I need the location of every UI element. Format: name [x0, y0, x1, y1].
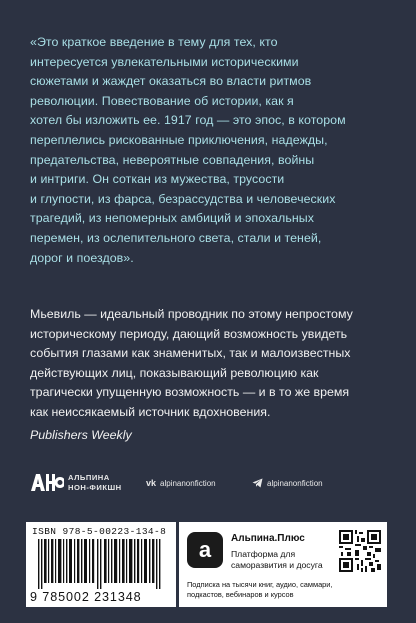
- review-line: события глазами как знаменитых, так и малоизвестных: [30, 346, 351, 361]
- review-block: [30, 305, 390, 423]
- review-line: Мьевиль — идеальный проводник по этому непростому: [30, 307, 353, 321]
- quote-line: и глупости, из фарса, безрассудства и человеческих: [30, 191, 336, 206]
- alpina-plus-icon: [187, 532, 223, 568]
- quote-line: сюжетами и жаждет оказаться во власти ритмов: [30, 74, 312, 89]
- quote-line: трагедий, из непомерных амбиций и эпохальных: [30, 211, 314, 226]
- review-line: как неиссякаемый источник вдохновения.: [30, 404, 271, 419]
- review-source: Publishers Weekly: [30, 428, 132, 442]
- barcode: [34, 539, 170, 589]
- promo-title: Альпина.Плюс: [231, 533, 305, 544]
- quote-line: дорог и поездов».: [30, 250, 134, 265]
- publisher-logo-text: АЛЬПИНА НОН-ФИКШН: [68, 473, 122, 492]
- review-line: историческому периоду, дающий возможность увидеть: [30, 326, 348, 341]
- quote-line: перемен, из ослепительного света, стали и теней,: [30, 230, 322, 245]
- svg-text:a: a: [198, 537, 212, 562]
- qr-code[interactable]: [337, 528, 383, 574]
- quote-line: предательства, невероятные совпадения, войны: [30, 152, 315, 167]
- publisher-logo-icon: [30, 472, 64, 492]
- isbn-text: ISBN 978-5-00223-134-8: [32, 526, 167, 537]
- telegram-handle: alpinanonfiction: [267, 478, 323, 488]
- telegram-link[interactable]: [252, 478, 323, 488]
- vk-handle: alpinanonfiction: [160, 478, 216, 488]
- quote-line: интересуется увлекательными историческими: [30, 54, 299, 69]
- publisher-bar: [30, 471, 390, 501]
- review-line: трагически упущенную возможность — и в то же время: [30, 385, 350, 400]
- quote-line: революции. Повествование об истории, как я: [30, 93, 294, 108]
- quote-block: [30, 33, 375, 268]
- promo-panel: [179, 522, 387, 607]
- quote-line: переплелись рискованные приключения, надежды,: [30, 132, 328, 147]
- isbn-panel: [26, 522, 176, 607]
- promo-subtext: Подписка на тысячи книг, аудио, саммари, подкастов, вебинаров и курсов: [187, 580, 333, 599]
- vk-link[interactable]: [146, 478, 216, 488]
- promo-description: Платформа для саморазвития и досуга: [231, 549, 323, 570]
- telegram-icon: [252, 478, 263, 488]
- barcode-number: 9 785002 231348: [30, 590, 142, 604]
- vk-icon: vk: [146, 478, 157, 488]
- quote-line: «Это краткое введение в тему для тех, кто: [30, 35, 278, 49]
- quote-line: и интриги. Он соткан из мужества, трусости: [30, 172, 285, 187]
- review-line: действующих лиц, показывающий революцию как: [30, 365, 319, 380]
- quote-line: хотел бы изложить ее. 1917 год — это эпос, в котором: [30, 113, 346, 128]
